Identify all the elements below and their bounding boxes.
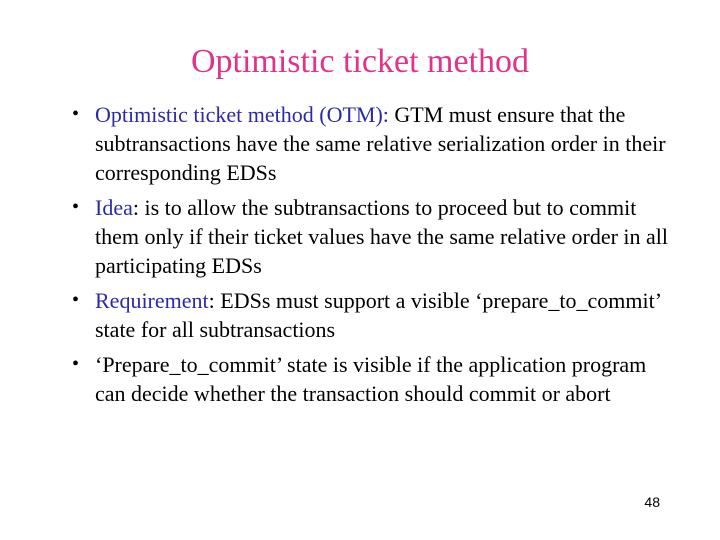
bullet-text: : EDSs must support a visible ‘prepare_to_commit’ state for all subtransactions	[95, 288, 661, 342]
bullet-dot-icon: •	[72, 103, 80, 125]
bullet-item-prepare-to-commit	[72, 350, 672, 408]
bullet-text: GTM must ensure that the subtransactions have the same relative serialization order in their corresponding EDSs	[95, 102, 666, 185]
bullet-item-idea	[72, 193, 672, 280]
bullet-item-otm	[72, 100, 672, 187]
page-number: 48	[644, 494, 660, 510]
bullet-text: : is to allow the subtransactions to proceed but to commit them only if their ticket values have the same relative order in all participating EDSs	[95, 195, 669, 278]
bullet-term: Idea	[95, 195, 133, 220]
bullet-term: Requirement	[95, 288, 209, 313]
slide-title: Optimistic ticket method	[190, 43, 530, 80]
bullet-list	[72, 100, 672, 414]
bullet-dot-icon: •	[72, 353, 80, 375]
bullet-item-requirement	[72, 286, 672, 344]
bullet-dot-icon: •	[72, 289, 80, 311]
bullet-term: Optimistic ticket method (OTM):	[95, 102, 389, 127]
bullet-text: ‘Prepare_to_commit’ state is visible if the application program can decide whether the transaction should commit or abort	[95, 352, 647, 406]
bullet-dot-icon: •	[72, 196, 80, 218]
